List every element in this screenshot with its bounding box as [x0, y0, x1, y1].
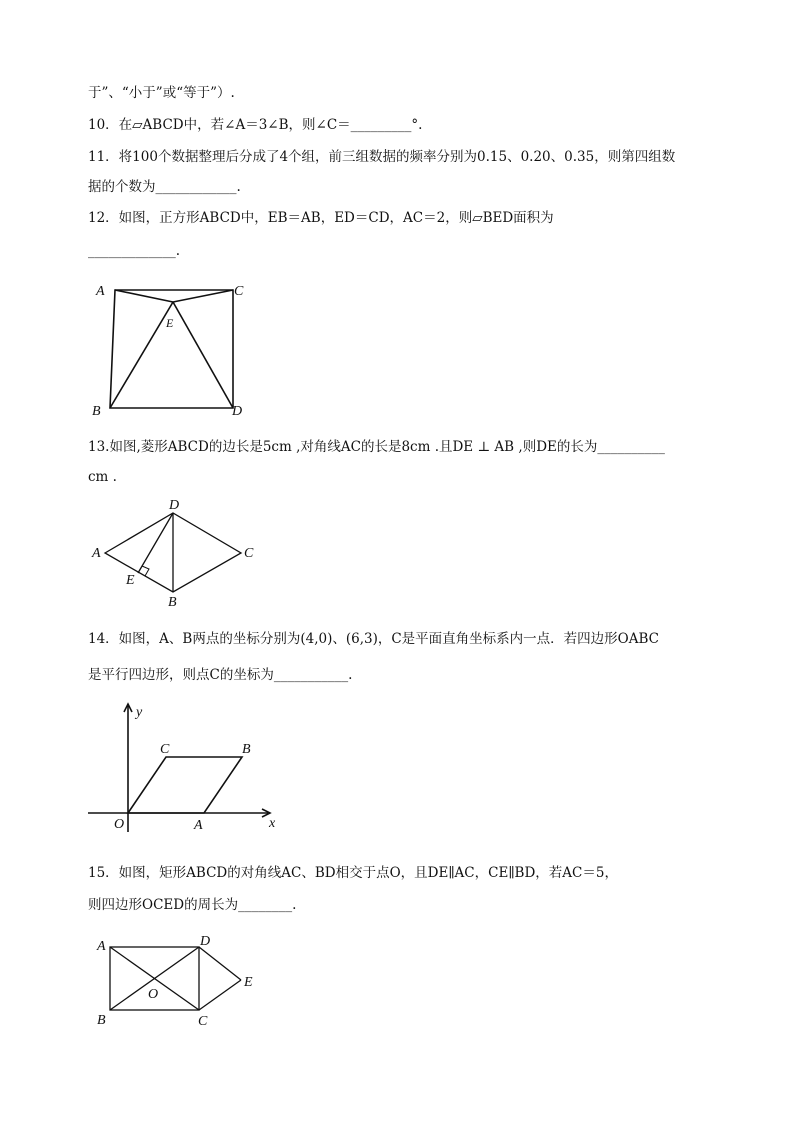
- segment-ce: [199, 980, 241, 1010]
- label-a: A: [96, 284, 105, 299]
- label-e: E: [166, 316, 174, 330]
- question-15-line-1: 15．如图，矩形ABCD的对角线AC、BD相交于点O，且DE∥AC，CE∥BD，若AC＝5，: [88, 865, 618, 881]
- label-y: y: [136, 705, 143, 720]
- label-o: O: [148, 987, 159, 1002]
- segment-de: [199, 947, 241, 980]
- question-13-line-2: cm .: [88, 469, 117, 485]
- text-line-1: 于”、“小于”或“等于”）.: [88, 85, 235, 101]
- label-c: C: [244, 546, 254, 561]
- figure-14: [88, 700, 288, 835]
- question-14-line-2: 是平行四边形，则点C的坐标为___________.: [88, 667, 353, 683]
- label-a: A: [92, 546, 101, 561]
- label-d: D: [169, 498, 180, 513]
- parallelogram-oabc: [128, 757, 242, 813]
- question-13-line-1: 13.如图,菱形ABCD的边长是5cm ,对角线AC的长是8cm .且DE ⊥ AB ,则DE的长为__________: [88, 439, 665, 455]
- question-14-line-1: 14．如图，A、B两点的坐标分别为(4,0)、(6,3)，C是平面直角坐标系内一点．若四边形OABC: [88, 631, 660, 647]
- square-abcd: [110, 290, 233, 408]
- question-11-line-1: 11．将100个数据整理后分成了4个组，前三组数据的频率分别为0.15、0.20、0.35，则第四组数: [88, 149, 676, 165]
- segment-be: [110, 302, 173, 408]
- label-b: B: [97, 1013, 106, 1028]
- figure-13: [88, 495, 268, 615]
- figure-15: [88, 930, 268, 1035]
- label-b: B: [92, 404, 101, 419]
- segment-ce: [173, 290, 233, 302]
- label-o: O: [114, 817, 125, 832]
- label-e: E: [126, 573, 135, 588]
- label-b: B: [242, 742, 251, 757]
- segment-ae: [115, 290, 173, 302]
- label-b: B: [168, 595, 177, 610]
- label-c: C: [198, 1014, 208, 1029]
- label-d: D: [200, 934, 211, 949]
- figure-12: [88, 275, 268, 425]
- question-12-line-1: 12．如图，正方形ABCD中，EB＝AB，ED＝CD，AC＝2，则▱BED面积为: [88, 210, 554, 226]
- label-e: E: [244, 975, 253, 990]
- segment-de: [138, 513, 173, 573]
- question-12-line-2: _____________.: [88, 243, 181, 259]
- question-10: 10．在▱ABCD中，若∠A＝3∠B，则∠C＝_________°.: [88, 117, 423, 133]
- label-d: D: [232, 404, 243, 419]
- question-11-line-2: 据的个数为____________.: [88, 179, 241, 195]
- label-a: A: [97, 939, 106, 954]
- label-a: A: [194, 818, 203, 833]
- question-15-line-2: 则四边形OCED的周长为________.: [88, 897, 297, 913]
- label-c: C: [160, 742, 170, 757]
- label-x: x: [269, 816, 276, 831]
- segment-de: [173, 302, 233, 408]
- label-c: C: [234, 284, 244, 299]
